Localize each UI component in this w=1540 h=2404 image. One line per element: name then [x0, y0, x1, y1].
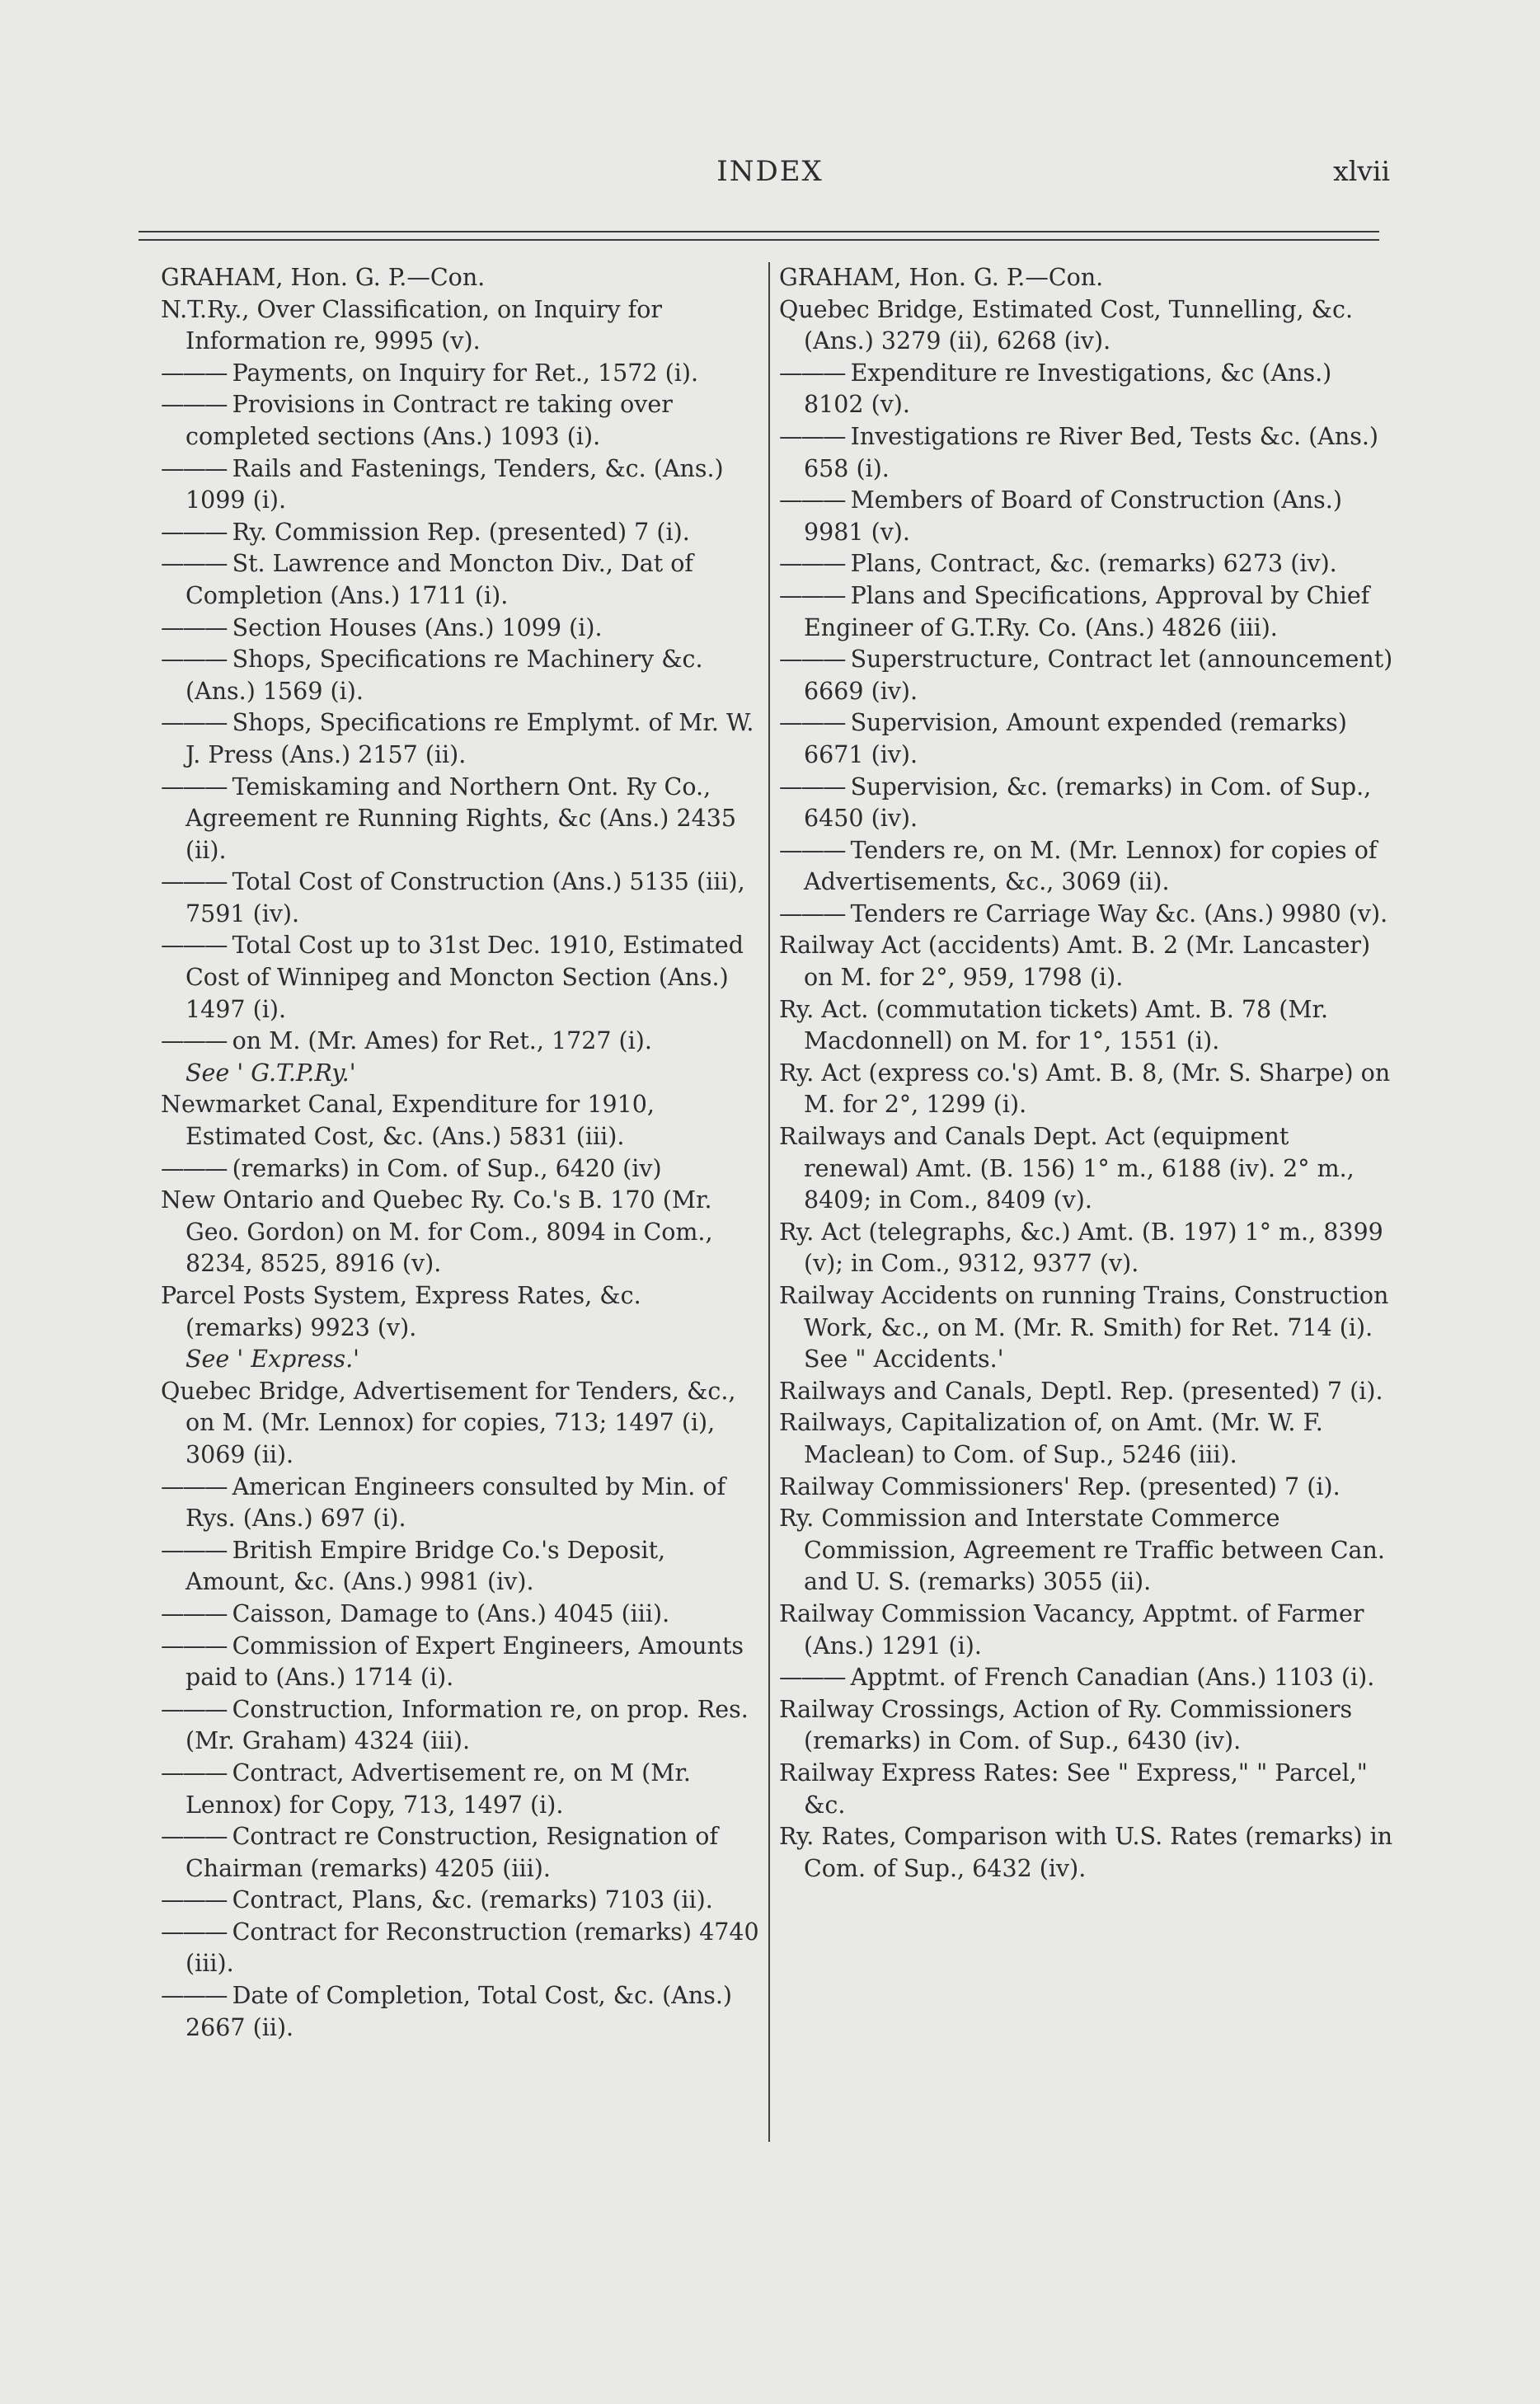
index-entry: Railway Crossings, Action of Ry. Commissioners (remarks) in Com. of Sup., 6430 (iv). — [779, 1695, 1353, 1755]
column-heading: GRAHAM, Hon. G. P.—Con. — [161, 264, 486, 291]
index-subentry: ——— Date of Completion, Total Cost, &c. (Ans.) 2667 (ii). — [161, 1980, 763, 2044]
index-subentry: ——— Rails and Fastenings, Tenders, &c. (Ans.) 1099 (i). — [161, 453, 763, 517]
column-divider — [768, 262, 770, 2142]
index-entry: Railway Accidents on running Trains, Construction Work, &c., on M. (Mr. R. Smith) for Ret. 714 (i). See " Accidents.' — [779, 1282, 1389, 1373]
index-entry: N.T.Ry., Over Classification, on Inquiry for Information re, 9995 (v). — [161, 295, 662, 355]
header-rule-top — [139, 231, 1379, 232]
index-entry: Quebec Bridge, Estimated Cost, Tunnelling, &c. (Ans.) 3279 (ii), 6268 (iv). — [779, 295, 1354, 355]
index-entry: New Ontario and Quebec Ry. Co.'s B. 170 (Mr. Geo. Gordon) on M. for Com., 8094 in Com., 8234, 8525, 8916 (v). — [161, 1186, 713, 1278]
index-subentry: ——— on M. (Mr. Ames) for Ret., 1727 (i). — [161, 1026, 763, 1058]
page-number: xlvii — [1333, 155, 1390, 187]
index-subentry: ——— Members of Board of Construction (Ans.) 9981 (v). — [779, 485, 1393, 548]
left-column — [161, 262, 763, 2044]
index-subentry: ——— Shops, Specifications re Machinery &c. (Ans.) 1569 (i). — [161, 644, 763, 707]
index-subentry: ——— Provisions in Contract re taking over completed sections (Ans.) 1093 (i). — [161, 389, 763, 453]
index-entry: Ry. Rates, Comparison with U.S. Rates (remarks) in Com. of Sup., 6432 (iv). — [779, 1823, 1393, 1882]
see-reference: See ' Express.' — [185, 1345, 359, 1373]
index-subentry: ——— Tenders re, on M. (Mr. Lennox) for copies of Advertisements, &c., 3069 (ii). — [779, 835, 1393, 899]
index-entry: Newmarket Canal, Expenditure for 1910, Estimated Cost, &c. (Ans.) 5831 (iii). — [161, 1091, 655, 1151]
index-subentry: ——— Payments, on Inquiry for Ret., 1572 (i). — [161, 358, 763, 390]
index-entry: Railway Express Rates: See " Express," " Parcel," &c. — [779, 1758, 1368, 1819]
index-entry: Ry. Commission and Interstate Commerce Commission, Agreement re Traffic between Can. and U. S. (remarks) 3055 (ii). — [779, 1505, 1385, 1596]
index-subentry: ——— Shops, Specifications re Emplymt. of Mr. W. J. Press (Ans.) 2157 (ii). — [161, 707, 763, 771]
index-subentry: ——— Contract for Reconstruction (remarks) 4740 (iii). — [161, 1917, 763, 1980]
index-subentry: ——— Contract re Construction, Resignation of Chairman (remarks) 4205 (iii). — [161, 1821, 763, 1885]
index-entry: Railway Commission Vacancy, Apptmt. of Farmer (Ans.) 1291 (i). — [779, 1599, 1364, 1660]
index-entry: Railways and Canals Dept. Act (equipment renewal) Amt. (B. 156) 1° m., 6188 (iv). 2° m., 8409; in Com., 8409 (v). — [779, 1123, 1355, 1214]
index-subentry: ——— Plans, Contract, &c. (remarks) 6273 (iv). — [779, 548, 1393, 580]
index-entry: Railways, Capitalization of, on Amt. (Mr. W. F. Maclean) to Com. of Sup., 5246 (iii). — [779, 1409, 1323, 1468]
index-subentry: ——— Construction, Information re, on prop. Res. (Mr. Graham) 4324 (iii). — [161, 1694, 763, 1758]
index-subentry: ——— American Engineers consulted by Min. of Rys. (Ans.) 697 (i). — [161, 1472, 763, 1535]
index-entry: Railway Act (accidents) Amt. B. 2 (Mr. Lancaster) on M. for 2°, 959, 1798 (i). — [779, 932, 1371, 992]
index-entry: Parcel Posts System, Express Rates, &c. (remarks) 9923 (v). — [161, 1282, 641, 1341]
index-subentry: ——— Total Cost up to 31st Dec. 1910, Estimated Cost of Winnipeg and Moncton Section (Ans.) 1497 (i). — [161, 930, 763, 1026]
right-entry-list — [779, 294, 1393, 1885]
column-heading: GRAHAM, Hon. G. P.—Con. — [779, 264, 1104, 291]
index-subentry: ——— British Empire Bridge Co.'s Deposit, Amount, &c. (Ans.) 9981 (iv). — [161, 1535, 763, 1599]
index-entry: Ry. Act. (commutation tickets) Amt. B. 78 (Mr. Macdonnell) on M. for 1°, 1551 (i). — [779, 995, 1329, 1055]
index-subentry: ——— Apptmt. of French Canadian (Ans.) 1103 (i). — [779, 1662, 1393, 1694]
index-subentry: ——— Commission of Expert Engineers, Amounts paid to (Ans.) 1714 (i). — [161, 1631, 763, 1694]
index-subentry: ——— Plans and Specifications, Approval by Chief Engineer of G.T.Ry. Co. (Ans.) 4826 (iii). — [779, 580, 1393, 644]
index-subentry: ——— Supervision, Amount expended (remarks) 6671 (iv). — [779, 707, 1393, 771]
index-subentry: ——— Total Cost of Construction (Ans.) 5135 (iii), 7591 (iv). — [161, 866, 763, 930]
left-entry-list — [161, 294, 763, 2045]
index-subentry: ——— Expenditure re Investigations, &c (Ans.) 8102 (v). — [779, 358, 1393, 421]
index-subentry: ——— Contract, Plans, &c. (remarks) 7103 (ii). — [161, 1885, 763, 1917]
index-subentry: ——— Supervision, &c. (remarks) in Com. of Sup., 6450 (iv). — [779, 772, 1393, 835]
index-subentry: ——— Ry. Commission Rep. (presented) 7 (i). — [161, 517, 763, 549]
index-entry: Ry. Act (telegraphs, &c.) Amt. (B. 197) 1° m., 8399 (v); in Com., 9312, 9377 (v). — [779, 1218, 1383, 1278]
index-subentry: ——— Tenders re Carriage Way &c. (Ans.) 9980 (v). — [779, 899, 1393, 931]
index-entry: Quebec Bridge, Advertisement for Tenders, &c., on M. (Mr. Lennox) for copies, 713; 1497 (i), 3069 (ii). — [161, 1377, 736, 1468]
index-entry: Railway Commissioners' Rep. (presented) 7 (i). — [779, 1472, 1340, 1500]
right-column — [779, 262, 1393, 1885]
index-subentry: ——— Investigations re River Bed, Tests &c. (Ans.) 658 (i). — [779, 421, 1393, 485]
index-subentry: ——— Superstructure, Contract let (announcement) 6669 (iv). — [779, 644, 1393, 707]
index-subentry: ——— (remarks) in Com. of Sup., 6420 (iv) — [161, 1153, 763, 1186]
header-rule-bottom — [139, 239, 1379, 241]
index-entry: Ry. Act (express co.'s) Amt. B. 8, (Mr. S. Sharpe) on M. for 2°, 1299 (i). — [779, 1059, 1391, 1119]
index-entry: Railways and Canals, Deptl. Rep. (presented) 7 (i). — [779, 1377, 1383, 1405]
page-title: INDEX — [716, 155, 824, 188]
index-subentry: ——— Contract, Advertisement re, on M (Mr. Lennox) for Copy, 713, 1497 (i). — [161, 1758, 763, 1821]
index-subentry: ——— Section Houses (Ans.) 1099 (i). — [161, 613, 763, 645]
index-subentry: ——— Temiskaming and Northern Ont. Ry Co., Agreement re Running Rights, &c (Ans.) 2435 (ii). — [161, 772, 763, 867]
index-subentry: ——— St. Lawrence and Moncton Div., Dat of Completion (Ans.) 1711 (i). — [161, 548, 763, 612]
index-subentry: ——— Caisson, Damage to (Ans.) 4045 (iii). — [161, 1599, 763, 1631]
see-reference: See ' G.T.P.Ry.' — [185, 1059, 356, 1087]
